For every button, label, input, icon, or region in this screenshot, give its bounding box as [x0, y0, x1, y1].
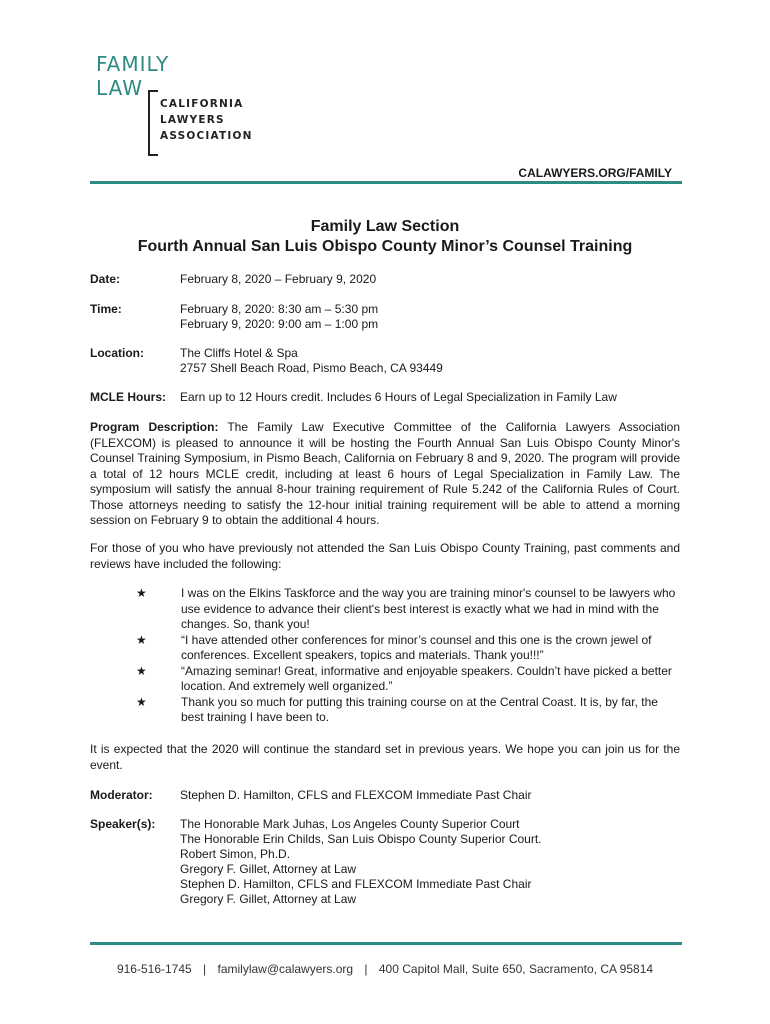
logo-family-text: FAMILY [96, 52, 170, 76]
logo-bracket [148, 90, 158, 156]
star-bullet-icon: ★ [136, 632, 147, 647]
review-text: I was on the Elkins Taskforce and the way you are training minor's counsel to be lawyers who use evidence to advance their client's best interest is exactly what we had in mind with the changes. So, thank you! [181, 586, 676, 631]
header-website[interactable]: CALAWYERS.ORG/FAMILY [518, 166, 672, 180]
moderator-value: Stephen D. Hamilton, CFLS and FLEXCOM Immediate Past Chair [180, 788, 532, 802]
footer-separator: | [364, 962, 368, 976]
speaker-item: The Honorable Erin Childs, San Luis Obispo County Superior Court. [180, 832, 542, 846]
program-label: Program Description: [90, 420, 219, 434]
page-subtitle: Fourth Annual San Luis Obispo County Minor’s Counsel Training [137, 238, 633, 255]
footer-phone[interactable]: 916-516-1745 [116, 962, 192, 976]
reviews-list [90, 586, 682, 726]
speaker-item: Gregory F. Gillet, Attorney at Law [180, 892, 357, 906]
page-title: Family Law Section [310, 218, 460, 235]
header-divider [90, 181, 682, 184]
location-venue: The Cliffs Hotel & Spa [180, 346, 298, 360]
time-value-day2: February 9, 2020: 9:00 am – 1:00 pm [180, 317, 379, 331]
logo-law-text: LAW [96, 76, 143, 100]
review-text: Thank you so much for putting this training course on at the Central Coast. It is, by far, the best training I have been to. [181, 694, 658, 724]
date-value: February 8, 2020 – February 9, 2020 [180, 272, 377, 286]
mcle-label: MCLE Hours: [90, 390, 166, 404]
star-bullet-icon: ★ [136, 586, 147, 600]
logo [96, 52, 253, 142]
footer-contact [0, 962, 770, 976]
list-item [90, 633, 682, 664]
review-text: “I have attended other conferences for minor’s counsel and this one is the crown jewel of conferences. Excellent speakers, topics and materials. Thank you!!!” [181, 632, 652, 662]
speaker-item: Stephen D. Hamilton, CFLS and FLEXCOM Immediate Past Chair [180, 877, 532, 891]
footer-divider [90, 942, 682, 945]
reviews-intro: For those of you who have previously not attended the San Luis Obispo County Training, past comments and reviews have included the following: [90, 541, 680, 571]
location-address: 2757 Shell Beach Road, Pismo Beach, CA 93449 [180, 361, 443, 375]
closing-text: It is expected that the 2020 will continue the standard set in previous years. We hope you can join us for the event. [90, 742, 680, 772]
program-text: The Family Law Executive Committee of the California Lawyers Association (FLEXCOM) is pleased to announce it will be hosting the Fourth Annual San Luis Obispo County Minor's Counsel Training Symposium, in Pismo Beach, California on February 8 and 9, 2020. The program will provide a total of 12 hours MCLE credit, including at least 6 hours of Legal Specialization in Family Law. The symposium will satisfy the annual 8-hour training requirement of Rule 5.242 of the California Rules of Court. Those attorneys needing to satisfy the 12-hour initial training requirement will be able to attend a morning session on February 9 to obtain the additional 4 hours. [90, 420, 680, 527]
speaker-item: Robert Simon, Ph.D. [180, 847, 291, 861]
logo-org-line3: ASSOCIATION [160, 130, 253, 142]
time-label: Time: [90, 302, 122, 316]
star-bullet-icon: ★ [136, 694, 147, 709]
review-text: “Amazing seminar! Great, informative and enjoyable speakers. Couldn’t have picked a better location. And extremely well organized.” [181, 663, 672, 693]
list-item [90, 586, 682, 633]
logo-org-line2: LAWYERS [160, 114, 225, 126]
footer-separator: | [203, 962, 207, 976]
time-value-day1: February 8, 2020: 8:30 am – 5:30 pm [180, 302, 379, 316]
speaker-item: Gregory F. Gillet, Attorney at Law [180, 862, 357, 876]
logo-association [160, 96, 253, 144]
mcle-value: Earn up to 12 Hours credit. Includes 6 Hours of Legal Specialization in Family Law [180, 390, 617, 404]
logo-org-line1: CALIFORNIA [160, 98, 244, 110]
speaker-item: The Honorable Mark Juhas, Los Angeles County Superior Court [180, 817, 520, 831]
location-label: Location: [90, 346, 144, 360]
date-label: Date: [90, 272, 121, 286]
list-item [90, 695, 682, 726]
star-bullet-icon: ★ [136, 663, 147, 678]
program-description [90, 420, 680, 529]
list-item [90, 664, 682, 695]
footer-email[interactable]: familylaw@calawyers.org [217, 962, 354, 976]
moderator-label: Moderator: [90, 788, 153, 802]
footer-address: 400 Capitol Mall, Suite 650, Sacramento, CA 95814 [378, 962, 654, 976]
speakers-label: Speaker(s): [90, 817, 156, 831]
